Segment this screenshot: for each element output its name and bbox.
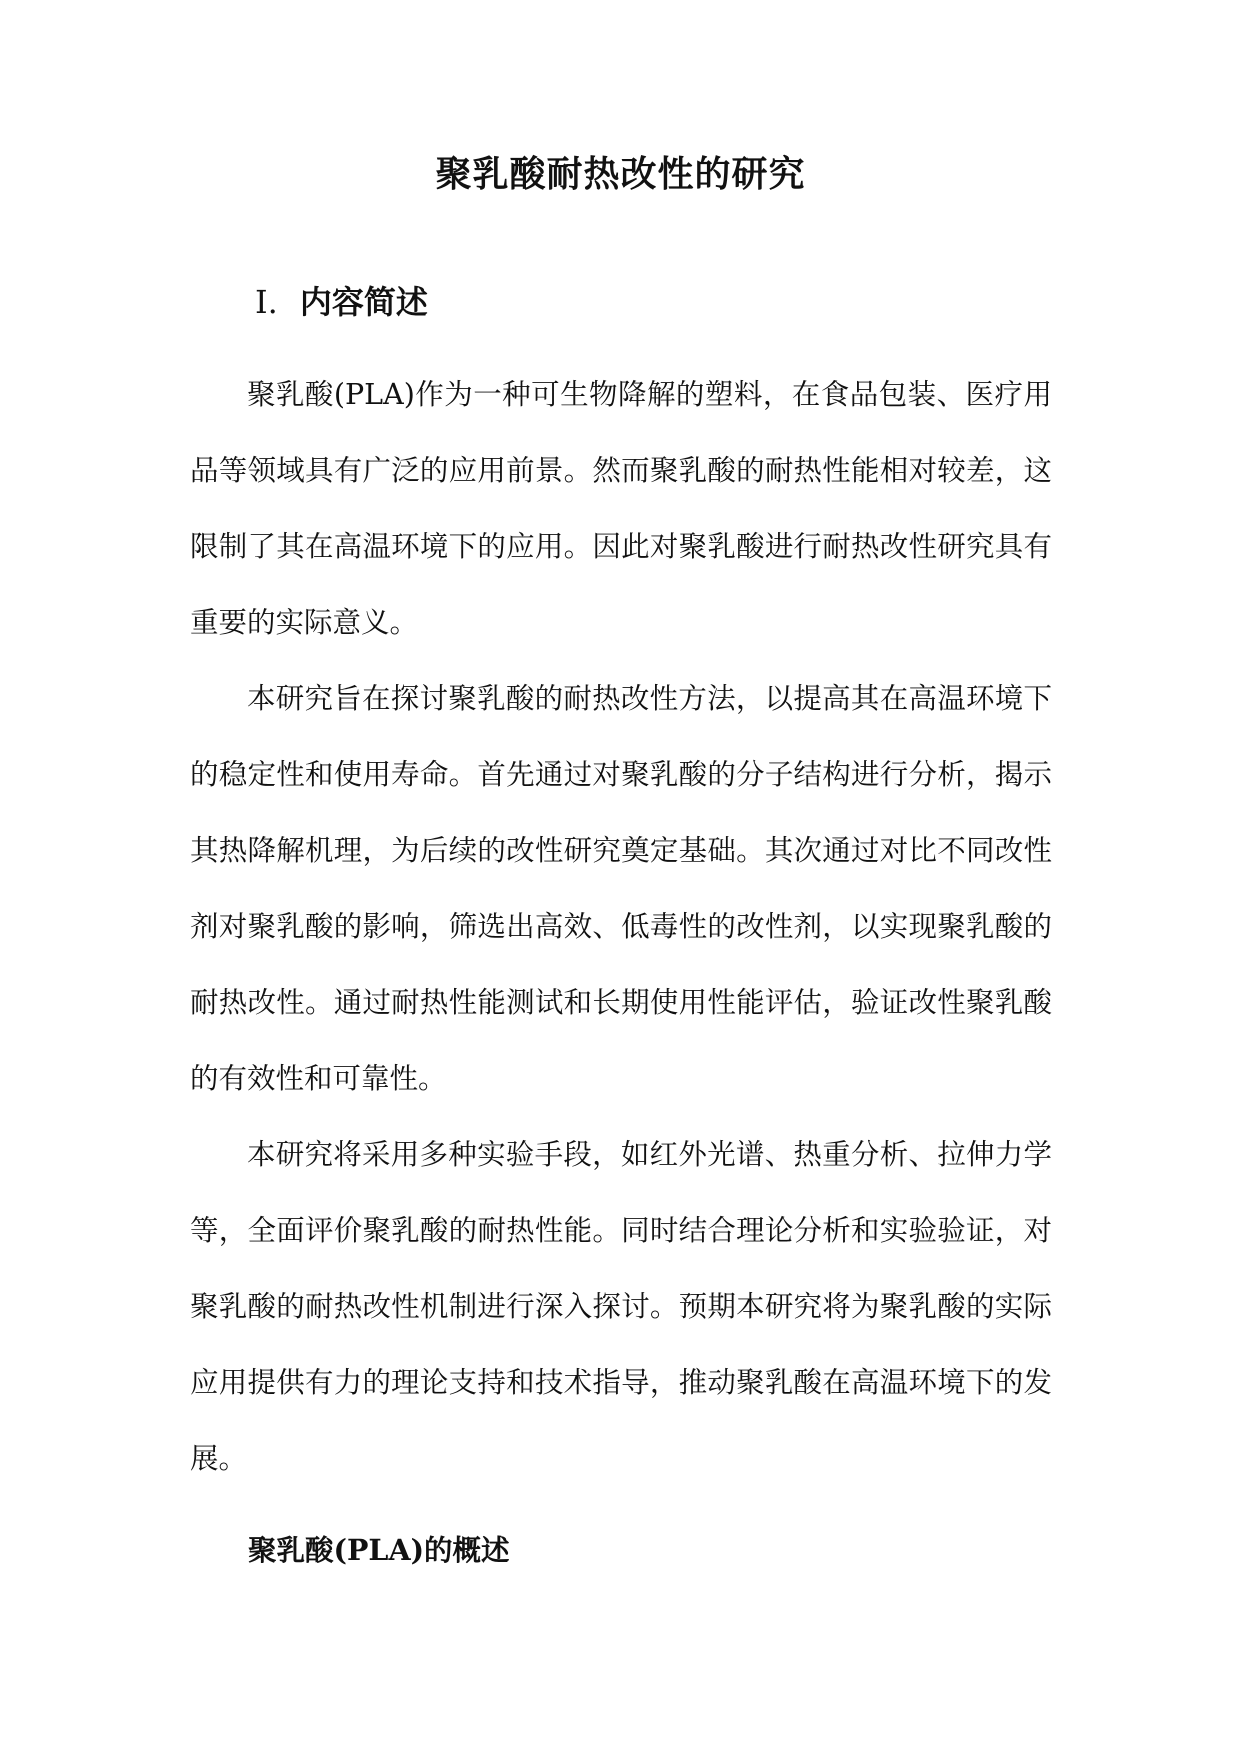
- document-title: 聚乳酸耐热改性的研究: [435, 153, 806, 195]
- subsection-heading: 聚乳酸(PLA)的概述: [248, 1533, 510, 1567]
- paragraph-1: 聚乳酸(PLA)作为一种可生物降解的塑料，在食品包装、医疗用品等领域具有广泛的应用前景。然而聚乳酸的耐热性能相对较差，这限制了其在高温环境下的应用。因此对聚乳酸进行耐热改性研究具有重要的实际意义。: [190, 378, 1052, 639]
- section-heading: [255, 280, 428, 324]
- section-title: 内容简述: [299, 283, 428, 321]
- paragraph-2: 本研究旨在探讨聚乳酸的耐热改性方法，以提高其在高温环境下的稳定性和使用寿命。首先通过对聚乳酸的分子结构进行分析，揭示其热降解机理，为后续的改性研究奠定基础。其次通过对比不同改性剂对聚乳酸的影响，筛选出高效、低毒性的改性剂，以实现聚乳酸的耐热改性。通过耐热性能测试和长期使用性能评估，验证改性聚乳酸的有效性和可靠性。: [190, 682, 1052, 1095]
- paragraph-3: 本研究将采用多种实验手段，如红外光谱、热重分析、拉伸力学等，全面评价聚乳酸的耐热性能。同时结合理论分析和实验验证，对聚乳酸的耐热改性机制进行深入探讨。预期本研究将为聚乳酸的实际应用提供有力的理论支持和技术指导，推动聚乳酸在高温环境下的发展。: [190, 1138, 1052, 1475]
- section-number: I.: [255, 283, 278, 321]
- document-body: [190, 357, 1052, 1497]
